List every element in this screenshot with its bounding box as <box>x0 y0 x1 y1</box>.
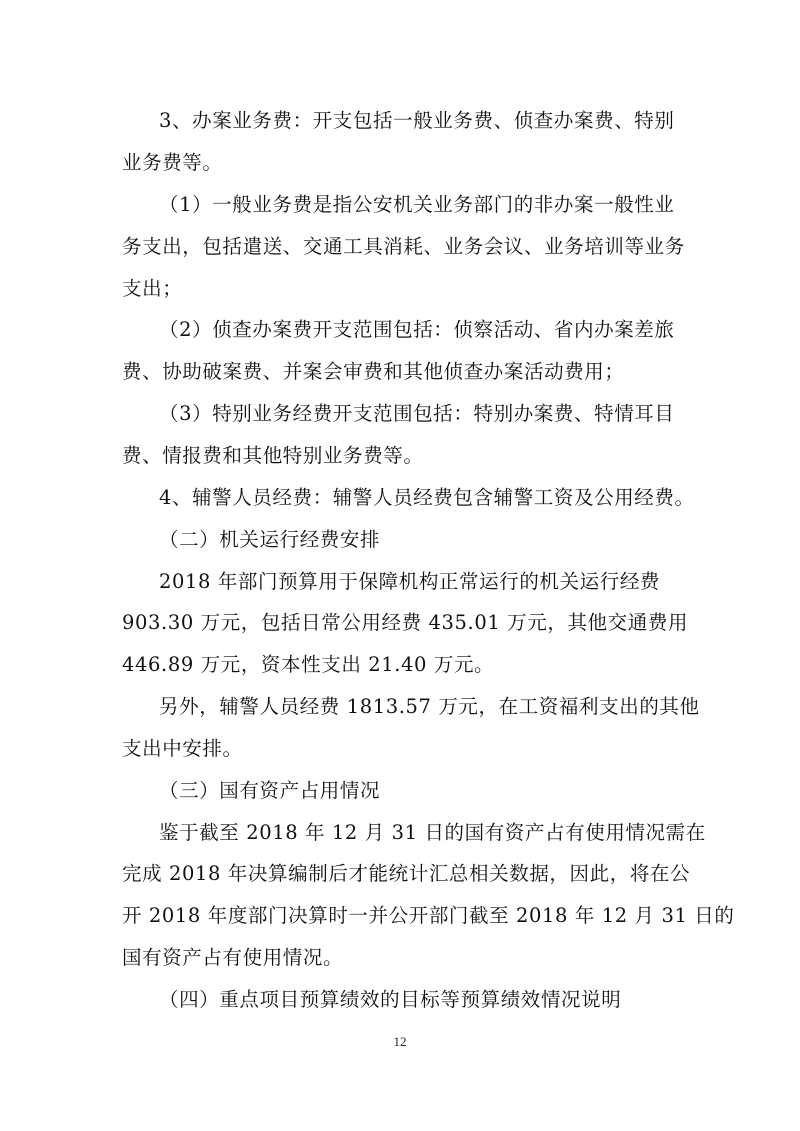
paragraph-line: 支出； <box>122 277 183 300</box>
section-heading: （四）重点项目预算绩效的目标等预算绩效情况说明 <box>159 988 622 1011</box>
paragraph-line: 2018 年部门预算用于保障机构正常运行的机关运行经费 <box>159 570 661 593</box>
paragraph-line: 费、协助破案费、并案会审费和其他侦查办案活动费用； <box>122 360 625 383</box>
paragraph-line: 开 2018 年度部门决算时一并公开部门截至 2018 年 12 月 31 日的 <box>122 904 735 927</box>
paragraph-line: 3、办案业务费：开支包括一般业务费、侦查办案费、特别 <box>159 109 675 132</box>
paragraph-line: 鉴于截至 2018 年 12 月 31 日的国有资产占有使用情况需在 <box>159 821 706 844</box>
paragraph-line: 完成 2018 年决算编制后才能统计汇总相关数据，因此，将在公 <box>122 862 691 885</box>
paragraph-line: 4、辅警人员经费：辅警人员经费包含辅警工资及公用经费。 <box>159 486 695 509</box>
paragraph-line: 国有资产占有使用情况。 <box>122 946 344 969</box>
paragraph-line: （2）侦查办案费开支范围包括：侦察活动、省内办案差旅 <box>159 318 675 341</box>
paragraph-line: 另外，辅警人员经费 1813.57 万元，在工资福利支出的其他 <box>159 695 700 718</box>
paragraph-line: 446.89 万元，资本性支出 21.40 万元。 <box>122 653 495 676</box>
paragraph-line: （1）一般业务费是指公安机关业务部门的非办案一般性业 <box>159 193 675 216</box>
section-heading: （二）机关运行经费安排 <box>159 528 381 551</box>
paragraph-line: 903.30 万元，包括日常公用经费 435.01 万元，其他交通费用 <box>122 611 689 634</box>
page-number: 12 <box>393 1034 407 1049</box>
paragraph-line: 务支出，包括遣送、交通工具消耗、业务会议、业务培训等业务 <box>122 235 685 258</box>
paragraph-line: （3）特别业务经费开支范围包括：特别办案费、特情耳目 <box>159 402 675 425</box>
paragraph-line: 业务费等。 <box>122 151 223 174</box>
paragraph-line: 支出中安排。 <box>122 737 243 760</box>
paragraph-line: 费、情报费和其他特别业务费等。 <box>122 444 424 467</box>
section-heading: （三）国有资产占用情况 <box>159 779 381 802</box>
